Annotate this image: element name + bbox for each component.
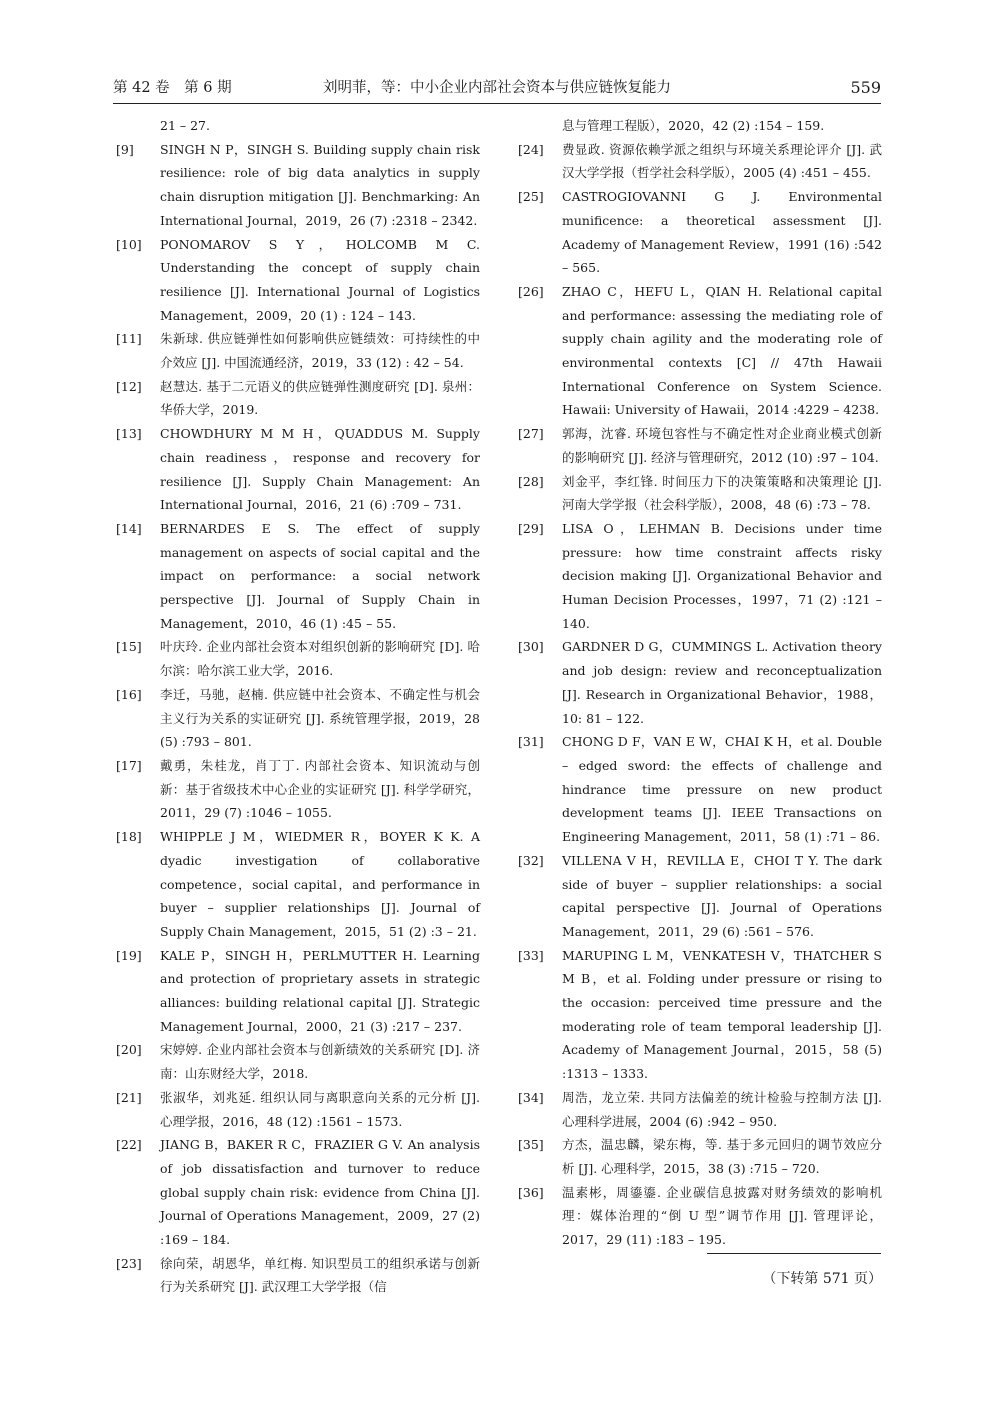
reference-text: CHONG D F，VAN E W，CHAI K H，et al. Double – edged sword: the effects of challenge and hindrance time pressure on new product development teams [J]. IEEE Transactions on Engineering Management，2011，58 (1) :71 – 86.: [562, 734, 882, 845]
reference-item: [518, 944, 882, 1086]
reference-item: [518, 1086, 882, 1133]
page-number: 559: [850, 78, 881, 97]
reference-number: [23]: [116, 1255, 142, 1271]
reference-text: 张淑华，刘兆延. 组织认同与离职意向关系的元分析 [J]. 心理学报，2016，48 (12) :1561 – 1573.: [160, 1089, 480, 1129]
reference-item: [518, 730, 882, 849]
reference-text: VILLENA V H，REVILLA E，CHOI T Y. The dark side of buyer – supplier relationships: a social capital perspective [J]. Journal of Operations Management，2011，29 (6) :561 – 576.: [562, 852, 882, 939]
reference-number: [21]: [116, 1089, 142, 1105]
reference-number: [18]: [116, 829, 142, 845]
reference-number: [33]: [518, 947, 544, 963]
reference-text: 叶庆玲. 企业内部社会资本对组织创新的影响研究 [D]. 哈尔滨：哈尔滨工业大学，2016.: [160, 639, 480, 679]
reference-item: [116, 1252, 480, 1299]
reference-item: [518, 422, 882, 469]
reference-continuation: 息与管理工程版），2020，42 (2) :154 – 159.: [562, 118, 825, 133]
reference-number: [30]: [518, 639, 544, 655]
reference-continuation: 21 – 27.: [160, 118, 210, 133]
reference-text: KALE P，SINGH H，PERLMUTTER H. Learning and protection of proprietary assets in strategic alliances: building relational capital [J]. Strategic Management Journal，2000，21 (3) :217 – 237.: [160, 947, 480, 1034]
reference-item: [116, 754, 480, 825]
reference-number: [10]: [116, 236, 142, 252]
reference-item: [116, 375, 480, 422]
reference-item: [518, 635, 882, 730]
reference-item: [518, 138, 882, 185]
reference-number: [26]: [518, 283, 544, 299]
running-header: [113, 70, 881, 104]
reference-item: [116, 327, 480, 374]
reference-item: [116, 517, 480, 636]
reference-text: MARUPING L M，VENKATESH V，THATCHER S M B，et al. Folding under pressure or rising to the occasion: perceived time pressure and the moderating role of team temporal leadership [J]. Academy of Management Journal，2015，58 (5) :1313 – 1333.: [562, 947, 882, 1082]
reference-text: 温素彬，周鎏鎏. 企业碳信息披露对财务绩效的影响机理：媒体治理的“倒 U 型”调节作用 [J]. 管理评论，2017，29 (11) :183 – 195.: [562, 1184, 882, 1248]
reference-item: [116, 635, 480, 682]
reference-item: [518, 280, 882, 422]
reference-text: PONOMAROV S Y，HOLCOMB M C. Understanding the concept of supply chain resilience [J]. International Journal of Logistics Management，2009，20 (1) : 124 – 143.: [160, 236, 480, 323]
reference-item: [116, 825, 480, 944]
running-title: 刘明菲，等：中小企业内部社会资本与供应链恢复能力: [323, 80, 671, 96]
reference-number: [20]: [116, 1042, 142, 1058]
reference-text: ZHAO C，HEFU L，QIAN H. Relational capital and performance: assessing the mediating role of supply chain agility and the moderating role of environmental contexts [C] // 47th Hawaii International Conference on System Science. Hawaii: University of Hawaii，2014 :4229 – 4238.: [562, 283, 882, 418]
reference-number: [32]: [518, 852, 544, 868]
reference-number: [13]: [116, 426, 142, 442]
reference-number: [25]: [518, 189, 544, 205]
reference-number: [15]: [116, 639, 142, 655]
reference-text: 周浩，龙立荣. 共同方法偏差的统计检验与控制方法 [J]. 心理科学进展，2004 (6) :942 – 950.: [562, 1089, 882, 1129]
reference-text: 徐向荣，胡恩华，单红梅. 知识型员工的组织承诺与创新行为关系研究 [J]. 武汉理工大学学报（信: [160, 1255, 480, 1295]
reference-item: [518, 517, 882, 636]
reference-number: [31]: [518, 734, 544, 750]
reference-number: [16]: [116, 686, 142, 702]
reference-text: 戴勇，朱桂龙，肖丁丁. 内部社会资本、知识流动与创新：基于省级技术中心企业的实证研究 [J]. 科学学研究，2011，29 (7) :1046 – 1055.: [160, 757, 480, 821]
reference-number: [36]: [518, 1184, 544, 1200]
end-rule: [707, 1253, 881, 1254]
reference-number: [34]: [518, 1089, 544, 1105]
reference-item: [116, 1038, 480, 1085]
references-right-column: [518, 114, 882, 1252]
reference-number: [17]: [116, 757, 142, 773]
reference-number: [27]: [518, 426, 544, 442]
reference-text: 赵慧达. 基于二元语义的供应链弹性测度研究 [D]. 泉州：华侨大学，2019.: [160, 378, 480, 418]
reference-item: [518, 470, 882, 517]
reference-number: [9]: [116, 141, 134, 157]
reference-number: [14]: [116, 520, 142, 536]
reference-number: [22]: [116, 1137, 142, 1153]
reference-text: 朱新球. 供应链弹性如何影响供应链绩效：可持续性的中介效应 [J]. 中国流通经济，2019，33 (12) : 42 – 54.: [160, 331, 480, 371]
continued-note: （下转第 571 页）: [762, 1271, 882, 1287]
reference-text: 刘金平，李红锋. 时间压力下的决策策略和决策理论 [J]. 河南大学学报（社会科学版），2008，48 (6) :73 – 78.: [562, 473, 882, 513]
reference-item: [116, 1086, 480, 1133]
reference-item: [116, 1133, 480, 1252]
references-left-column: [116, 114, 480, 1299]
reference-number: [19]: [116, 947, 142, 963]
reference-text: 郭海，沈睿. 环境包容性与不确定性对企业商业模式创新的影响研究 [J]. 经济与管理研究，2012 (10) :97 – 104.: [562, 426, 882, 465]
journal-issue: 第 42 卷 第 6 期: [113, 80, 232, 96]
reference-item: [116, 233, 480, 328]
reference-text: 方杰，温忠麟，梁东梅，等. 基于多元回归的调节效应分析 [J]. 心理科学，2015，38 (3) :715 – 720.: [562, 1137, 882, 1176]
reference-item: [116, 422, 480, 517]
reference-text: 李迁，马驰，赵楠. 供应链中社会资本、不确定性与机会主义行为关系的实证研究 [J]. 系统管理学报，2019，28 (5) :793 – 801.: [160, 686, 480, 750]
reference-text: BERNARDES E S. The effect of supply management on aspects of social capital and the impact on performance: a social network perspective [J]. Journal of Supply Chain in Management，2010，46 (1) :45 – 55.: [160, 520, 480, 631]
reference-number: [24]: [518, 141, 544, 157]
reference-item: [518, 185, 882, 280]
reference-text: WHIPPLE J M，WIEDMER R，BOYER K K. A dyadic investigation of collaborative competence，social capital，and performance in buyer – supplier relationships [J]. Journal of Supply Chain Management，2015，51 (2) :3 – 21.: [160, 829, 480, 939]
reference-text: 宋婷婷. 企业内部社会资本与创新绩效的关系研究 [D]. 济南：山东财经大学，2018.: [160, 1042, 480, 1082]
reference-text: JIANG B，BAKER R C，FRAZIER G V. An analysis of job dissatisfaction and turnover to reduce global supply chain risk: evidence from China [J]. Journal of Operations Management，2009，27 (2) :169 – 184.: [160, 1137, 480, 1248]
reference-number: [11]: [116, 331, 142, 347]
reference-item: [518, 849, 882, 944]
reference-text: CASTROGIOVANNI G J. Environmental munificence: a theoretical assessment [J]. Academy of Management Review，1991 (16) :542 – 565.: [562, 189, 882, 276]
reference-number: [28]: [518, 473, 544, 489]
reference-number: [35]: [518, 1137, 544, 1153]
reference-text: LISA O，LEHMAN B. Decisions under time pressure: how time constraint affects risky decision making [J]. Organizational Behavior and Human Decision Processes，1997，71 (2) :121 – 140.: [562, 520, 882, 631]
reference-text: 费显政. 资源依赖学派之组织与环境关系理论评介 [J]. 武汉大学学报（哲学社会科学版），2005 (4) :451 – 455.: [562, 141, 882, 181]
reference-item: [116, 138, 480, 233]
reference-text: SINGH N P，SINGH S. Building supply chain risk resilience: role of big data analytics in supply chain disruption mitigation [J]. Benchmarking: An International Journal，2019，26 (7) :2318 – 2342.: [160, 141, 480, 228]
reference-text: CHOWDHURY M M H，QUADDUS M. Supply chain readiness，response and recovery for resilience [J]. Supply Chain Management: An International Journal，2016，21 (6) :709 – 731.: [160, 426, 480, 513]
reference-item: [116, 944, 480, 1039]
reference-item: [518, 1133, 882, 1180]
reference-number: [12]: [116, 378, 142, 394]
reference-item: [116, 683, 480, 754]
reference-number: [29]: [518, 520, 544, 536]
reference-text: GARDNER D G，CUMMINGS L. Activation theory and job design: review and reconceptualization [J]. Research in Organizational Behavior，1988，10: 81 – 122.: [562, 639, 882, 726]
reference-item: [518, 1181, 882, 1252]
